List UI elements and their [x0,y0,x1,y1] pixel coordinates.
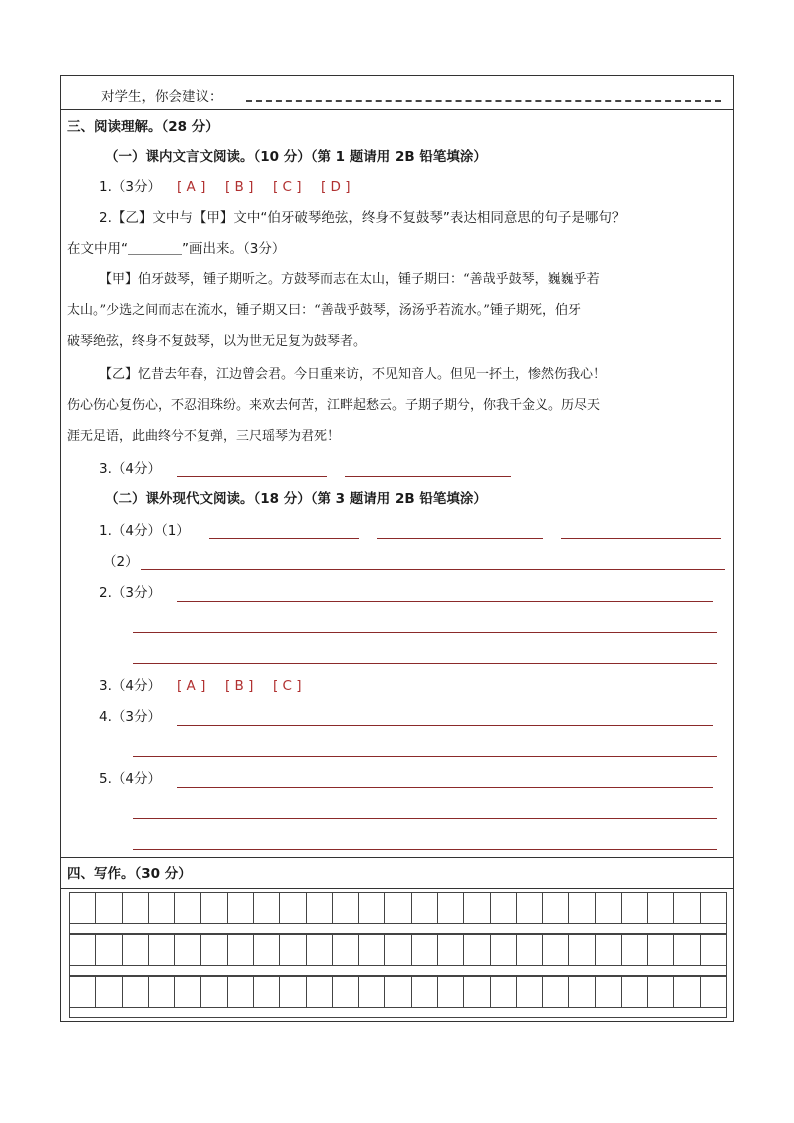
answer-line[interactable] [209,538,359,539]
answer-line[interactable] [133,756,717,757]
grid-row[interactable] [69,934,727,966]
passage-jia-line: 太山。”少选之间而志在流水，锺子期又曰：“善哉乎鼓琴，汤汤乎若流水。”锺子期死，伯牙 [67,303,581,318]
answer-line[interactable] [177,787,713,788]
option-b-bubble[interactable]: [ B ] [225,179,254,195]
part1-q2-line1: 2.【乙】文中与【甲】文中“伯牙破琴绝弦，终身不复鼓琴”表达相同意思的句子是哪句？ [99,210,626,226]
part2-q3-label: 3.（4分） [99,678,161,694]
section4-title: 四、写作。（30 分） [67,866,192,882]
part2-q2-label: 2.（3分） [99,585,161,601]
divider [61,888,733,889]
student-advice-answer-line[interactable] [246,100,721,102]
answer-sheet [60,75,734,1022]
answer-line[interactable] [133,818,717,819]
grid-row[interactable] [69,976,727,1008]
answer-line[interactable] [345,476,511,477]
option-c-bubble[interactable]: [ C ] [273,678,302,694]
grid-row[interactable] [69,892,727,924]
part1-q3-label: 3.（4分） [99,461,161,477]
answer-line[interactable] [141,569,725,570]
grid-row-gap [69,924,727,934]
answer-line[interactable] [177,601,713,602]
part2-q5-label: 5.（4分） [99,771,161,787]
part2-q1-label: 1.（4分）（1） [99,523,190,539]
passage-jia-line: 【甲】伯牙鼓琴，锺子期听之。方鼓琴而志在太山，锺子期曰：“善哉乎鼓琴，巍巍乎若 [99,272,600,287]
student-advice-label: 对学生，你会建议： [101,89,223,105]
answer-line[interactable] [561,538,721,539]
passage-jia-line: 破琴绝弦，终身不复鼓琴，以为世无足复为鼓琴者。 [67,334,367,349]
answer-line[interactable] [133,849,717,850]
passage-yi-line: 伤心伤心复伤心，不忍泪珠纷。来欢去何苦，江畔起愁云。子期子期兮，你我千金义。历尽天 [67,398,601,413]
answer-line[interactable] [133,632,717,633]
answer-line[interactable] [133,663,717,664]
part2-title: （二）课外现代文阅读。（18 分）（第 3 题请用 2B 铅笔填涂） [105,491,487,507]
divider [61,857,733,858]
answer-line[interactable] [177,476,327,477]
option-a-bubble[interactable]: [ A ] [177,678,206,694]
part1-q1-label: 1.（3分） [99,179,161,195]
passage-yi-line: 【乙】忆昔去年春，江边曾会君。今日重来访，不见知音人。但见一抔土，惨然伤我心！ [99,367,607,382]
part2-q1-sub2-label: （2） [103,554,139,570]
grid-row-gap [69,1008,727,1018]
answer-line[interactable] [377,538,543,539]
option-b-bubble[interactable]: [ B ] [225,678,254,694]
grid-row-gap [69,966,727,976]
option-c-bubble[interactable]: [ C ] [273,179,302,195]
composition-grid[interactable] [69,892,727,1020]
part1-title: （一）课内文言文阅读。（10 分）（第 1 题请用 2B 铅笔填涂） [105,149,487,165]
passage-yi-line: 涯无足语，此曲终兮不复弹，三尺瑶琴为君死！ [67,429,341,444]
part2-q4-label: 4.（3分） [99,709,161,725]
option-d-bubble[interactable]: [ D ] [321,179,351,195]
part1-q2-line2: 在文中用“＿＿＿＿”画出来。（3分） [67,241,286,257]
option-a-bubble[interactable]: [ A ] [177,179,206,195]
answer-line[interactable] [177,725,713,726]
section3-title: 三、阅读理解。（28 分） [67,119,219,135]
divider [61,109,733,110]
